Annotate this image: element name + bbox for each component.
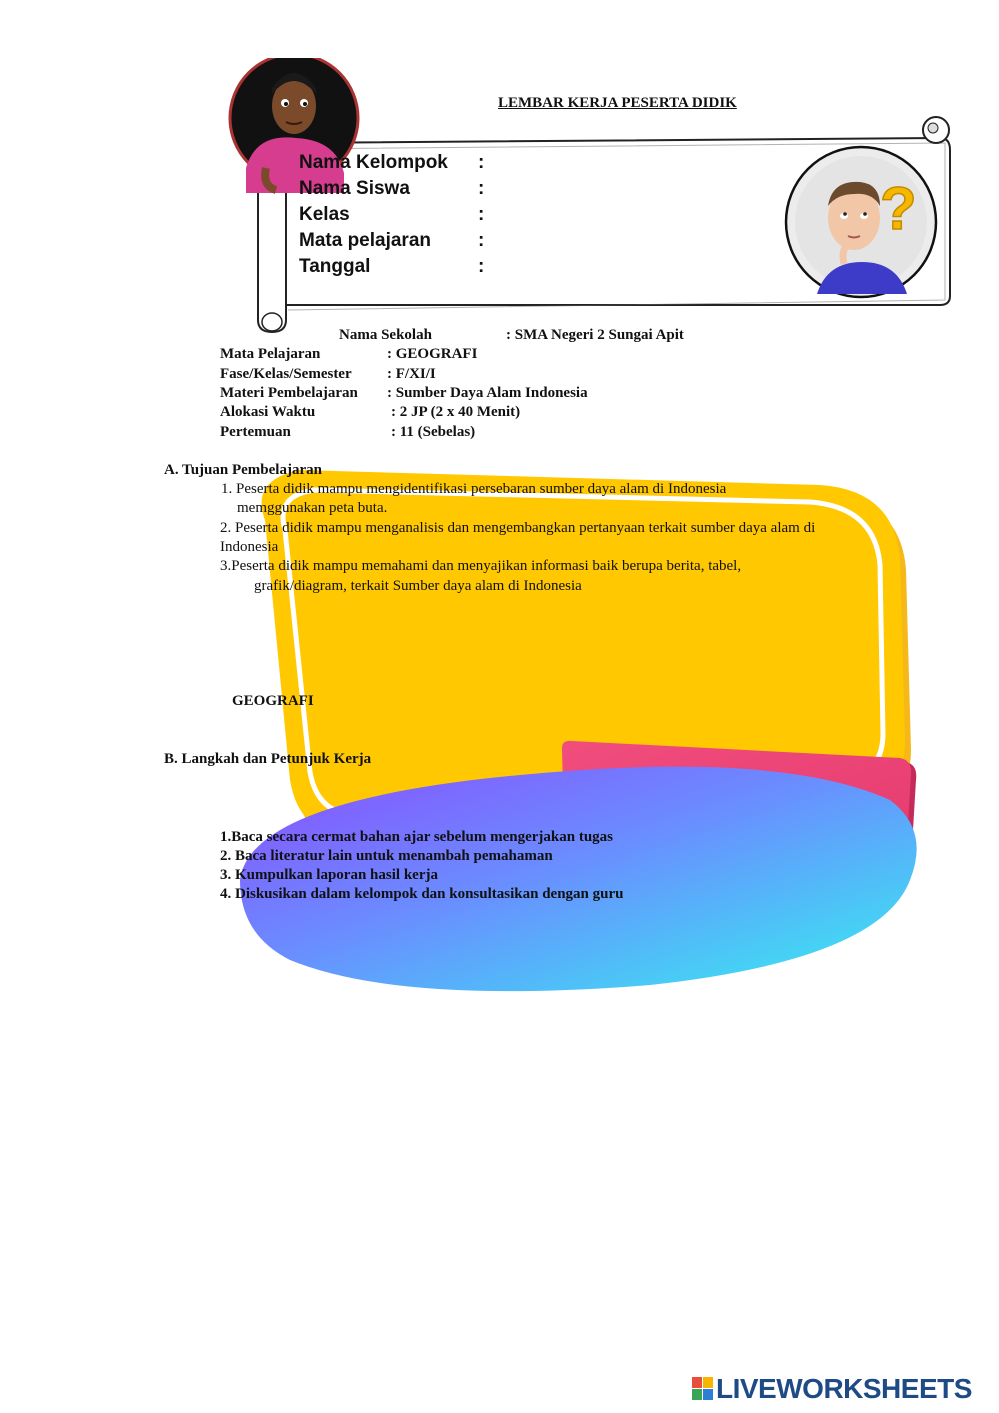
brand-name[interactable]: LIVEWORKSHEETS (716, 1373, 972, 1404)
form-colon: : (478, 204, 485, 225)
info-label-mapel: Mata Pelajaran (220, 346, 321, 362)
info-label-pertemuan: Pertemuan (220, 424, 291, 440)
section-b-heading: B. Langkah dan Petunjuk Kerja (164, 751, 372, 767)
form-label-siswa: Nama Siswa (299, 178, 410, 199)
thinking-avatar-icon (782, 144, 942, 304)
info-label-sekolah: Nama Sekolah (339, 327, 432, 343)
objective-line: memggunakan peta buta. (237, 500, 388, 516)
liveworksheets-logo-icon (692, 1377, 714, 1401)
info-label-alokasi: Alokasi Waktu (220, 404, 316, 420)
form-colon: : (478, 256, 485, 277)
step-item: 4. Diskusikan dalam kelompok dan konsultasikan dengan guru (220, 886, 624, 902)
form-colon: : (478, 152, 485, 173)
student-avatar-icon (226, 58, 366, 198)
objective-line: grafik/diagram, terkait Sumber daya alam di Indonesia (254, 578, 582, 594)
step-item: 3. Kumpulkan laporan hasil kerja (220, 867, 438, 883)
form-colon: : (478, 230, 485, 251)
info-value-sekolah: : SMA Negeri 2 Sungai Apit (506, 327, 684, 343)
form-label-tanggal: Tanggal (299, 256, 371, 277)
info-value-fase: : F/XI/I (387, 366, 436, 382)
objective-line: 3.Peserta didik mampu memahami dan menyajikan informasi baik berupa berita, tabel, (220, 558, 742, 574)
info-label-materi: Materi Pembelajaran (220, 385, 358, 401)
objective-line: 1. Peserta didik mampu mengidentifikasi persebaran sumber daya alam di Indonesia (221, 481, 727, 497)
info-value-pertemuan: : 11 (Sebelas) (391, 424, 476, 440)
info-value-alokasi: : 2 JP (2 x 40 Menit) (391, 404, 521, 420)
form-label-mapel: Mata pelajaran (299, 230, 431, 251)
info-value-materi: : Sumber Daya Alam Indonesia (387, 385, 588, 401)
objective-line: 2. Peserta didik mampu menganalisis dan mengembangkan pertanyaan terkait sumber daya alam di (220, 520, 816, 536)
info-label-fase: Fase/Kelas/Semester (220, 366, 352, 382)
section-a-heading: A. Tujuan Pembelajaran (164, 462, 322, 478)
subject-label: GEOGRAFI (232, 693, 314, 709)
step-item: 1.Baca secara cermat bahan ajar sebelum mengerjakan tugas (220, 829, 614, 845)
info-value-mapel: : GEOGRAFI (387, 346, 478, 362)
objective-line: Indonesia (220, 539, 279, 555)
svg-text:?: ? (880, 175, 917, 242)
form-label-kelompok: Nama Kelompok (299, 152, 448, 173)
form-colon: : (478, 178, 485, 199)
step-item: 2. Baca literatur lain untuk menambah pemahaman (220, 848, 553, 864)
document-title: LEMBAR KERJA PESERTA DIDIK (498, 95, 737, 111)
form-label-kelas: Kelas (299, 204, 350, 225)
